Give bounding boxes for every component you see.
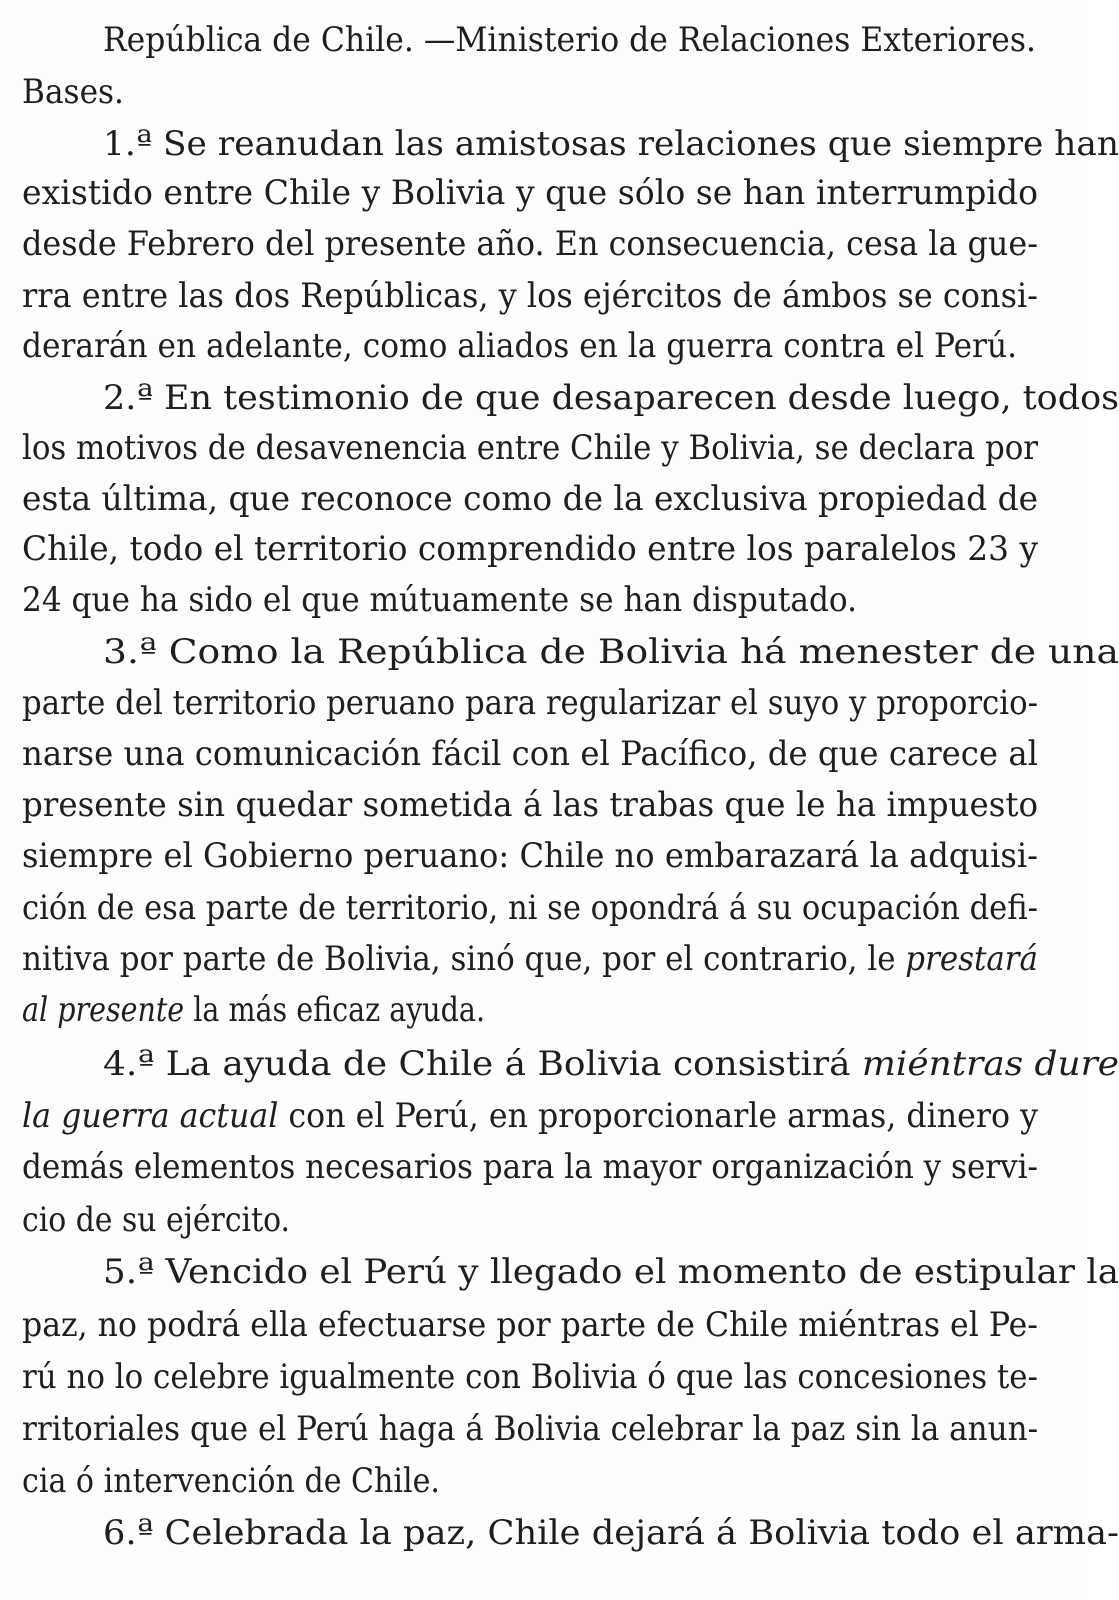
text-line bbox=[0, 932, 1086, 986]
text-line-content: al presente la más eficaz ayuda. bbox=[22, 990, 486, 1030]
text-line-content: 24 que ha sido el que mútuamente se han disputado. bbox=[22, 580, 858, 620]
text-line bbox=[0, 1298, 1086, 1352]
text-line bbox=[0, 371, 1119, 425]
text-line bbox=[0, 1454, 1086, 1508]
text-line-content: paz, no podrá ella efectuarse por parte de Chile miéntras el Pe- bbox=[22, 1305, 1038, 1345]
document-heading bbox=[0, 13, 1086, 67]
text-line-content: rritoriales que el Perú haga á Bolivia celebrar la paz sin la anun- bbox=[22, 1409, 1039, 1449]
text-line bbox=[0, 573, 1086, 627]
text-line-content: rra entre las dos Repúblicas, y los ejércitos de ámbos se consi- bbox=[22, 276, 1038, 316]
text-line-content: derarán en adelante, como aliados en la guerra contra el Perú. bbox=[22, 326, 1018, 366]
text-line bbox=[0, 625, 1119, 679]
text-line-content: 2.ª En testimonio de que desaparecen desde luego, todos bbox=[103, 378, 1119, 418]
text-line bbox=[0, 1402, 1086, 1456]
document-subheading bbox=[0, 65, 1086, 119]
text-line bbox=[0, 1350, 1086, 1404]
text-line-content: 5.ª Vencido el Perú y llegado el momento de estipular la bbox=[103, 1252, 1119, 1292]
text-line bbox=[0, 829, 1086, 883]
text-line-content: 1.ª Se reanudan las amistosas relaciones que siempre han bbox=[103, 124, 1119, 164]
text-line bbox=[0, 727, 1086, 781]
text-line-content: cio de su ejército. bbox=[22, 1200, 291, 1240]
text-line-content: 3.ª Como la República de Bolivia há menester de una bbox=[103, 632, 1119, 672]
text-line bbox=[0, 421, 1086, 475]
text-line bbox=[0, 217, 1086, 271]
text-line-content: los motivos de desavenencia entre Chile y Bolivia, se declara por bbox=[22, 428, 1039, 468]
text-line-content: desde Febrero del presente año. En consecuencia, cesa la gue- bbox=[22, 224, 1039, 264]
text-line-content: la guerra actual con el Perú, en proporcionarle armas, dinero y bbox=[22, 1096, 1039, 1136]
text-line-content: 6.ª Celebrada la paz, Chile dejará á Bolivia todo el arma- bbox=[103, 1513, 1119, 1553]
text-line-content: nitiva por parte de Bolivia, sinó que, por el contrario, le prestará bbox=[22, 939, 1038, 979]
text-line bbox=[0, 1245, 1119, 1299]
text-line bbox=[0, 1140, 1086, 1194]
text-line bbox=[0, 881, 1086, 935]
text-line bbox=[0, 269, 1086, 323]
text-line-content: 4.ª La ayuda de Chile á Bolivia consistirá miéntras dure bbox=[103, 1044, 1119, 1084]
text-line bbox=[0, 117, 1119, 171]
text-line-content: parte del territorio peruano para regularizar el suyo y proporcio- bbox=[22, 683, 1039, 723]
text-line-content: Chile, todo el territorio comprendido entre los paralelos 23 y bbox=[22, 529, 1039, 569]
text-line bbox=[0, 983, 1086, 1037]
text-line bbox=[0, 319, 1086, 373]
text-line bbox=[0, 166, 1086, 220]
text-line-content: rú no lo celebre igualmente con Bolivia ó que las concesiones te- bbox=[22, 1357, 1038, 1397]
text-line-content: narse una comunicación fácil con el Pacífico, de que carece al bbox=[22, 734, 1038, 774]
text-line-content: demás elementos necesarios para la mayor organización y servi- bbox=[22, 1147, 1039, 1187]
text-line bbox=[0, 1037, 1119, 1091]
text-line-content: ción de esa parte de territorio, ni se opondrá á su ocupación defi- bbox=[22, 888, 1038, 928]
text-line bbox=[0, 522, 1086, 576]
text-line bbox=[0, 1089, 1086, 1143]
text-line-content: existido entre Chile y Bolivia y que sólo se han interrumpido bbox=[22, 173, 1039, 213]
text-line bbox=[0, 1506, 1119, 1560]
text-line-content: presente sin quedar sometida á las trabas que le ha impuesto bbox=[22, 785, 1039, 825]
text-line bbox=[0, 778, 1086, 832]
text-line bbox=[0, 1193, 1086, 1247]
text-line bbox=[0, 676, 1086, 730]
subheading-text: Bases. bbox=[22, 72, 124, 112]
text-line bbox=[0, 472, 1086, 526]
text-line-content: cia ó intervención de Chile. bbox=[22, 1461, 440, 1501]
text-line-content: esta última, que reconoce como de la exclusiva propiedad de bbox=[22, 479, 1039, 519]
text-line-content: siempre el Gobierno peruano: Chile no embarazará la adquisi- bbox=[22, 836, 1039, 876]
heading-text: República de Chile. —Ministerio de Relaciones Exteriores. bbox=[103, 20, 1037, 60]
